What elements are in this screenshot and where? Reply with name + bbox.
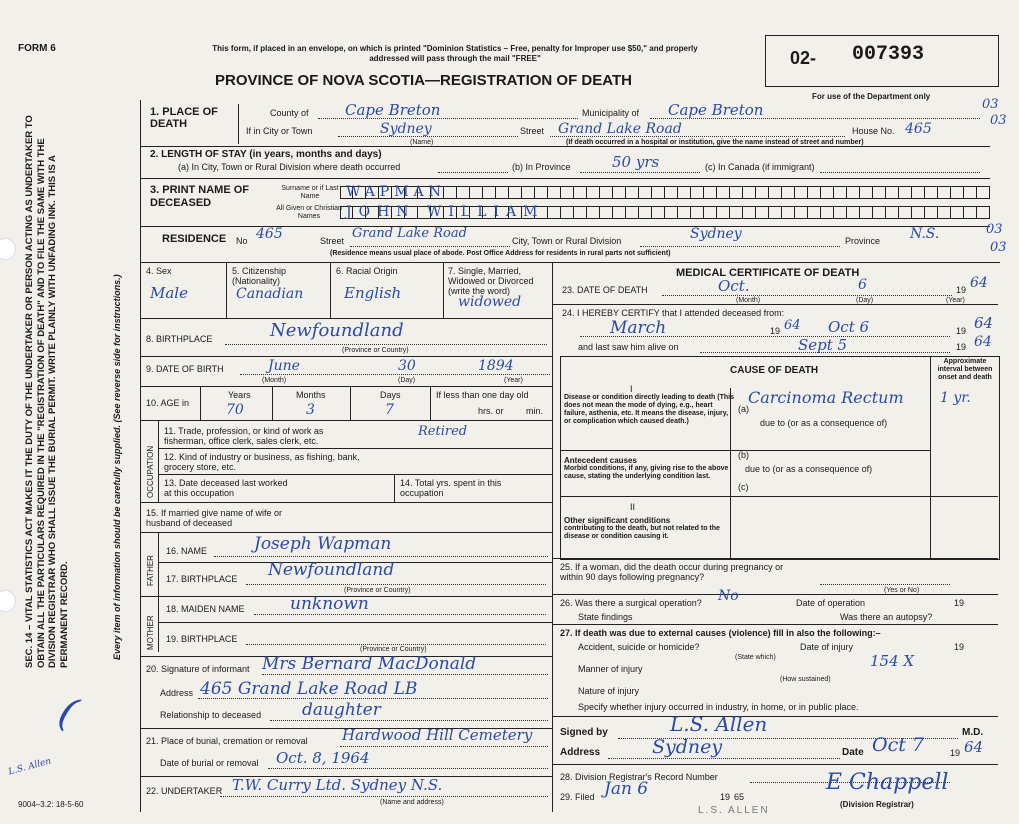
form-code: 9004–3.2: 18-5-60 xyxy=(18,800,84,809)
letter-box xyxy=(509,186,522,199)
letter-box xyxy=(730,186,743,199)
street-label: Street xyxy=(520,126,545,136)
letter-box xyxy=(964,206,977,219)
letter-box xyxy=(756,186,769,199)
instructions-note: Every item of information should be carefully supplied. (See reverse side for instructions.) xyxy=(112,274,122,660)
letter-box xyxy=(795,186,808,199)
death-year: 64 xyxy=(970,275,988,291)
letter-box xyxy=(626,206,639,219)
dept-code: 03 xyxy=(986,222,1003,237)
letter-box xyxy=(704,186,717,199)
letter-box xyxy=(834,186,847,199)
attended-from-year: 64 xyxy=(784,318,801,333)
letter-box xyxy=(977,206,990,219)
dob-year: 1894 xyxy=(478,358,514,374)
reg-prefix: 02- xyxy=(790,48,817,68)
residence-label: RESIDENCE xyxy=(162,233,227,245)
residence-province: N.S. xyxy=(910,226,940,242)
burial-place: Hardwood Hill Cemetery xyxy=(342,726,533,744)
letter-box xyxy=(483,186,496,199)
letter-box xyxy=(847,206,860,219)
manner-note: 154 X xyxy=(870,652,915,670)
letter-box xyxy=(769,206,782,219)
attended-from: March xyxy=(610,318,667,338)
death-day: 6 xyxy=(858,277,867,293)
father-name: Joseph Wapman xyxy=(254,534,392,554)
origin-value: English xyxy=(344,284,402,302)
letter-box xyxy=(678,206,691,219)
marital-status-value: widowed xyxy=(458,294,522,310)
letter-box xyxy=(743,186,756,199)
letter-box xyxy=(938,186,951,199)
city-label: If in City or Town xyxy=(246,126,313,136)
letter-box xyxy=(821,186,834,199)
letter-box xyxy=(678,186,691,199)
dept-code: 03 xyxy=(990,240,1007,255)
letter-box xyxy=(600,206,613,219)
street-value: Grand Lake Road xyxy=(558,121,682,137)
filed-date: Jan 6 xyxy=(604,779,649,799)
letter-box xyxy=(769,186,782,199)
county-value: Cape Breton xyxy=(345,101,441,119)
death-month: Oct. xyxy=(718,277,750,295)
informant-address: 465 Grand Lake Road LB xyxy=(200,679,418,699)
margin-mark: ( xyxy=(52,688,84,738)
citizenship-value: Canadian xyxy=(236,286,304,302)
sex-value: Male xyxy=(150,284,188,302)
signed-date: Oct 7 xyxy=(872,734,924,756)
informant-signature: Mrs Bernard MacDonald xyxy=(262,654,477,674)
length-of-stay-label: 2. LENGTH OF STAY (in years, months and days) xyxy=(150,149,382,160)
letter-box xyxy=(977,186,990,199)
last-seen-year: 64 xyxy=(974,334,992,350)
dept-code: 03 xyxy=(982,97,999,112)
letter-box xyxy=(782,206,795,219)
mother-maiden-name: unknown xyxy=(290,594,369,614)
letter-box xyxy=(886,186,899,199)
letter-box xyxy=(860,186,873,199)
relationship-value: daughter xyxy=(302,700,381,720)
city-value: Sydney xyxy=(380,121,432,137)
medical-certificate-title: MEDICAL CERTIFICATE OF DEATH xyxy=(676,267,860,279)
margin-signature: L.S. Allen xyxy=(7,756,53,778)
filed-year: 65 xyxy=(734,792,745,802)
letter-box xyxy=(821,206,834,219)
letter-box xyxy=(912,186,925,199)
attended-to-year: 64 xyxy=(974,314,994,332)
form-number: FORM 6 xyxy=(18,43,56,54)
punch-hole xyxy=(0,238,16,260)
letter-box xyxy=(626,186,639,199)
letter-box xyxy=(548,186,561,199)
letter-box xyxy=(847,186,860,199)
letter-box xyxy=(925,186,938,199)
physician-address: Sydney xyxy=(652,736,723,758)
house-value: 465 xyxy=(905,121,932,137)
letter-box xyxy=(782,186,795,199)
print-name-label: 3. PRINT NAME OF DECEASED xyxy=(150,184,250,209)
residence-city: Sydney xyxy=(690,226,742,242)
form-title: PROVINCE OF NOVA SCOTIA—REGISTRATION OF DEATH xyxy=(215,72,632,89)
letter-box xyxy=(834,206,847,219)
letter-box xyxy=(691,186,704,199)
attended-to: Oct 6 xyxy=(828,318,870,336)
letter-box xyxy=(639,186,652,199)
signed-year: 64 xyxy=(964,738,984,756)
municipality-value: Cape Breton xyxy=(668,101,764,119)
reg-number: 007393 xyxy=(852,43,925,66)
letter-box xyxy=(444,186,457,199)
cause-title: CAUSE OF DEATH xyxy=(730,365,819,376)
letter-box xyxy=(522,186,535,199)
letter-box xyxy=(470,186,483,199)
letter-box xyxy=(574,186,587,199)
dept-use-note: For use of the Department only xyxy=(812,92,931,101)
death-registration-form: FORM 6 This form, if placed in an envelope, on which is printed "Dominion Statistics – Free, penalty for Improper use $50," and properly addressed will pass through the mail "FREE" PROVINCE OF NOVA SCOTIA—REGISTRATION OF DEATH 02- 007393 For use of the Department only SEC. 14 – VITAL STATISTICS ACT MAKES IT THE DUTY OF THE UNDERTAKER OR PERSON ACTING AS UNDERTAKER TO OBTAIN ALL THE PARTICULARS REQUIRED IN THE "REGISTRATION OF DEATH" AND TO FILE THE SAME WITH THE DIVISION REGISTRAR WHO SHALL ISSUE THE BURIAL PERMIT. WRITE PLAINLY WITH UNFADING INK. THIS IS A PERMANENT RECORD. Every item of information should be carefully supplied. (See reverse side for instructions.) 9004–3.2: 18-5-60 ( L.S. Allen 1. PLACE OF DEATH County of Cape Breton Municipality of Cape Breton If in City or Town Sydney (Name) Street Grand Lake Road House No. 465 (If death occurred in a hospital or institution, give the name instead of street and number) 03 03 2. LENGTH OF STAY (in years, months and days) (a) In City, Town or Rural Division where death occurred (b) In Province 50 yrs (c) In Canada (if immigrant) 3. PRINT NAME OF DECEASED Surname or if Last Name All Given or Christian Names WAPMAN JOHN WILLIAM RESIDENCE No 465 Street Grand Lake Road City, Town or Rural Division Sydney Province N.S. (Residence means usual place of abode. Post Office Address for residents in rural parts not sufficient) 03 03 4. Sex Male 5. Citizenship (Nationality) Canadian 6. Racial Origin English 7. Single, Married, Widowed or Divorced (write the word) widowed 8. BIRTHPLACE Newfoundland (Province or Country) 9. DATE OF BIRTH June 30 1894 (Month) (Day) (Year) 10. AGE in Years Months Days 70 3 7 If less than one day old hrs. or min. OCCUPATION 11. Trade, profession, or kind of work as fisherman, office clerk, sales clerk, etc. Retired 12. Kind of industry or business, as fishing, bank, grocery store, etc. 13. Date deceased last worked at this occupation 14. Total yrs. spent in this occupation 15. If married give name of wife or husband of deceased FATHER MOTHER 16. NAME Joseph Wapman 17. BIRTHPLACE Newfoundland (Province or Country) 18. MAIDEN NAME unknown 19. BIRTHPLACE (Province or Country) 20. Signature of informant Mrs Bernard MacDonald Address 465 Grand Lake Road LB Relationship to deceased daughter 21. Place of burial, cremation or removal Hardwood Hill Cemetery Date of burial or removal Oct. 8, 1964 22. UNDERTAKER T.W. Curry Ltd. Sydney N.S. (Name and address) MEDICAL CERTIFICATE OF DEATH 23. DATE OF DEATH Oct. 6 19 64 (Month) (Day) (Year) 24. I HEREBY CERTIFY that I attended deceased from: March 19 64 Oct 6 19 64 and last saw him alive on Sept 5 19 64 CAUSE OF DEATH Approximate interval between onset and death I Disease or condition directly leading to death (This does not mean the mode of dying, e.g., heart failure, asthenia, etc. It means the disease, injury, or complication which caused death.) (a) Carcinoma Rectum 1 yr. due to (or as a consequence of) Antecedent causes Morbid conditions, if any, giving rise to the above cause, stating the underlying condition last. (b) due to (or as a consequence of) (c) II Other significant conditions contributing to the death, but not related to the disease or condition causing it. 25. If a woman, did the death occur during pregnancy or within 90 days following pregnancy? (Yes or No) 26. Was there a surgical operation? No Date of operation 19 State findings Was there an autopsy? 27. If death was due to external causes (violence) fill in also the following:– Accident, suicide or homicide? Date of injury 19 (State which) Manner of injury 154 X (How sustained) Nature of injury Specify whether injury occurred in industry, in home, or in public place. Signed by L.S. Allen M.D. Address Sydney Date Oct 7 19 64 28. Division Registrar's Record Number 29. Filed Jan 6 19 65 E Chappell (Division Registrar) L.S. ALLEN xyxy=(0,0,1019,824)
letter-box xyxy=(613,206,626,219)
burial-date: Oct. 8, 1964 xyxy=(276,749,370,767)
municipality-label: Municipality of xyxy=(582,108,640,118)
letter-box xyxy=(951,186,964,199)
letter-box xyxy=(600,186,613,199)
house-label: House No. xyxy=(852,126,895,136)
letter-box xyxy=(691,206,704,219)
letter-box xyxy=(717,186,730,199)
age-days: 7 xyxy=(385,402,394,418)
letter-box xyxy=(587,186,600,199)
surname-value: WAPMAN xyxy=(346,184,446,200)
letter-box xyxy=(704,206,717,219)
place-of-death-label: 1. PLACE OF DEATH xyxy=(150,106,218,130)
dob-month: June xyxy=(268,358,300,374)
letter-box xyxy=(665,186,678,199)
vital-statistics-notice: SEC. 14 – VITAL STATISTICS ACT MAKES IT THE DUTY OF THE UNDERTAKER OR PERSON ACTING AS UNDERTAKER TO OBTAIN ALL THE PARTICULARS REQUIRED IN THE "REGISTRATION OF DEATH" AND TO FILE THE SAME WITH THE DIVISION REGISTRAR WHO SHALL ISSUE THE BURIAL PERMIT. WRITE PLAINLY WITH UNFADING INK. THIS IS A PERMANENT RECORD. xyxy=(24,115,70,668)
hospital-note: (If death occurred in a hospital or institution, give the name instead of street and number) xyxy=(566,139,864,146)
letter-box xyxy=(535,186,548,199)
dob-day: 30 xyxy=(398,358,416,374)
letter-box xyxy=(808,186,821,199)
letter-box xyxy=(730,206,743,219)
letter-box xyxy=(496,186,509,199)
letter-box xyxy=(964,186,977,199)
cause-a: Carcinoma Rectum xyxy=(748,388,904,407)
occupation-value: Retired xyxy=(418,424,468,439)
letter-box xyxy=(860,206,873,219)
physician-signature: L.S. Allen xyxy=(670,712,768,736)
letter-box xyxy=(717,206,730,219)
letter-box xyxy=(899,186,912,199)
residence-note: (Residence means usual place of abode. Post Office Address for residents in rural parts not sufficient) xyxy=(330,250,671,257)
given-names-value: JOHN WILLIAM xyxy=(346,204,545,220)
letter-box xyxy=(756,206,769,219)
letter-box xyxy=(873,186,886,199)
residence-street: Grand Lake Road xyxy=(352,226,467,241)
letter-box xyxy=(665,206,678,219)
residence-no: 465 xyxy=(256,226,283,242)
letter-box xyxy=(899,206,912,219)
letter-box xyxy=(587,206,600,219)
letter-box xyxy=(457,186,470,199)
letter-box xyxy=(925,206,938,219)
birthplace-value: Newfoundland xyxy=(270,320,404,341)
age-months: 3 xyxy=(306,402,315,418)
letter-box xyxy=(938,206,951,219)
operation-value: No xyxy=(718,588,739,604)
letter-box xyxy=(743,206,756,219)
letter-box xyxy=(561,206,574,219)
age-years: 70 xyxy=(226,402,244,418)
letter-box xyxy=(873,206,886,219)
letter-box xyxy=(951,206,964,219)
letter-box xyxy=(548,206,561,219)
letter-box xyxy=(652,186,665,199)
registrar-signature: E Chappell xyxy=(826,770,949,795)
mail-notice: This form, if placed in an envelope, on which is printed "Dominion Statistics – Free, penalty for Improper use $50," and properly addressed will pass through the mail "FREE" xyxy=(212,44,698,63)
undertaker-value: T.W. Curry Ltd. Sydney N.S. xyxy=(232,776,443,794)
county-label: County of xyxy=(270,108,309,118)
last-seen-date: Sept 5 xyxy=(798,336,848,354)
letter-box xyxy=(561,186,574,199)
stamp: L.S. ALLEN xyxy=(698,805,770,816)
letter-box xyxy=(808,206,821,219)
letter-box xyxy=(652,206,665,219)
letter-box xyxy=(639,206,652,219)
occupation-side-label: OCCUPATION xyxy=(146,445,155,498)
letter-box xyxy=(795,206,808,219)
letter-box xyxy=(912,206,925,219)
letter-box xyxy=(574,206,587,219)
father-birthplace: Newfoundland xyxy=(268,560,395,580)
punch-hole xyxy=(0,590,16,612)
letter-box xyxy=(613,186,626,199)
province-stay-value: 50 yrs xyxy=(612,153,660,171)
dept-code: 03 xyxy=(990,113,1007,128)
letter-box xyxy=(886,206,899,219)
interval-a: 1 yr. xyxy=(940,390,971,406)
